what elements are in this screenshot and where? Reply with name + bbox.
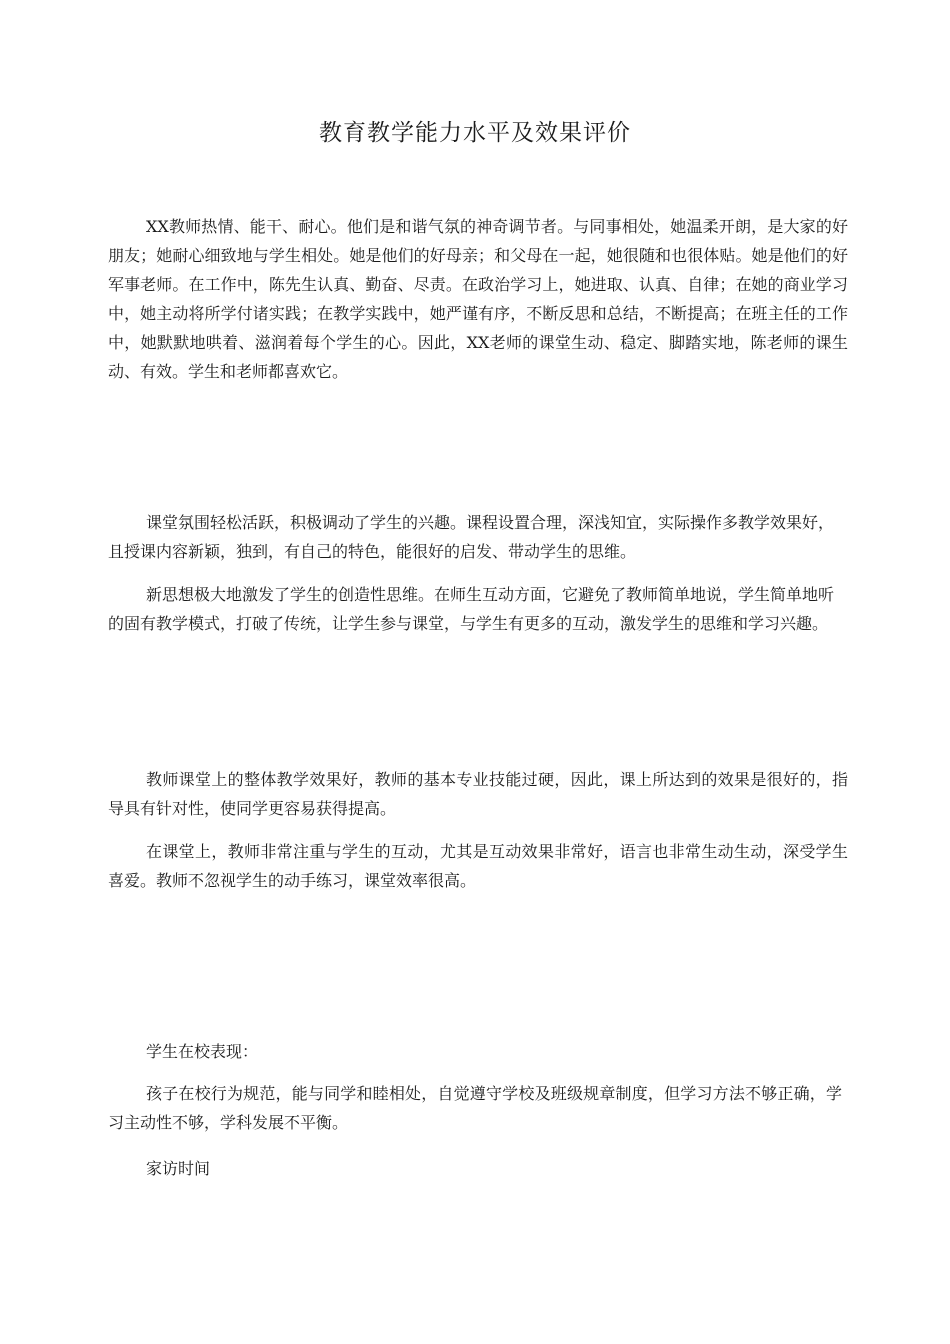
heading-home-visit-time: 家访时间 <box>146 1159 211 1178</box>
document-title: 教育教学能力水平及效果评价 <box>319 120 631 146</box>
paragraph-classroom-atmosphere: 课堂氛围轻松活跃，积极调动了学生的兴趣。课程设置合理，深浅知宜，实际操作多教学效果好，且授课内容新颖，独到，有自己的特色，能很好的启发、带动学生的思维。 <box>108 513 835 561</box>
paragraph-interaction: 在课堂上，教师非常注重与学生的互动，尤其是互动效果非常好，语言也非常生动生动，深受学生喜爱。教师不忽视学生的动手练习，课堂效率很高。 <box>108 842 848 890</box>
heading-student-performance: 学生在校表现： <box>146 1042 259 1061</box>
paragraph-student-behavior: 孩子在校行为规范，能与同学和睦相处，自觉遵守学校及班级规章制度，但学习方法不够正确，学习主动性不够，学科发展不平衡。 <box>108 1084 842 1132</box>
paragraph-teacher-description: XX教师热情、能干、耐心。他们是和谐气氛的神奇调节者。与同事相处，她温柔开朗，是大家的好朋友；她耐心细致地与学生相处。她是他们的好母亲；和父母在一起，她很随和也很体贴。她是他们的好军事老师。在工作中，陈先生认真、勤奋、尽责。在政治学习上，她进取、认真、自律；在她的商业学习中，她主动将所学付诸实践；在教学实践中，她严谨有序，不断反思和总结，不断提高；在班主任的工作中，她默默地哄着、滋润着每个学生的心。因此，XX老师的课堂生动、稳定、脚踏实地，陈老师的课生动、有效。学生和老师都喜欢它。 <box>108 217 848 381</box>
paragraph-teaching-effect: 教师课堂上的整体教学效果好，教师的基本专业技能过硬，因此，课上所达到的效果是很好的，指导具有针对性，使同学更容易获得提高。 <box>108 770 848 818</box>
paragraph-new-thinking: 新思想极大地激发了学生的创造性思维。在师生互动方面，它避免了教师简单地说，学生简单地听的固有教学模式，打破了传统，让学生参与课堂，与学生有更多的互动，激发学生的思维和学习兴趣。 <box>108 585 835 633</box>
